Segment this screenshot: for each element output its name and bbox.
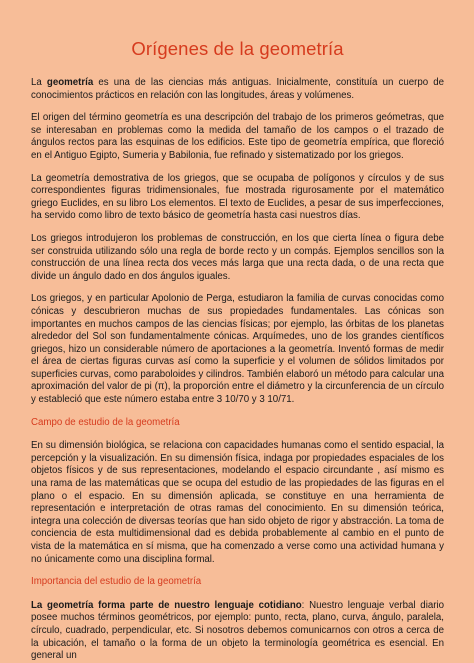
importance-body: : Nuestro lenguaje verbal diario posee muchos términos geométricos, por ejemplo: punto, recta, plano, curva, ángulo, paralela, círculo, cuadrado, perpendicular, etc. Si nosotros debemos comunicarnos con otros a cerca de la ubicación, el tamaño o la forma de un objeto la terminología geométrica es esencial. En general un	[31, 599, 445, 662]
section-heading-field: Campo de estudio de la geometría	[31, 416, 180, 428]
paragraph-intro	[31, 77, 444, 102]
section-heading-importance: Importancia del estudio de la geometría	[31, 576, 202, 588]
intro-pre: La	[31, 77, 47, 88]
paragraph-constructions: Los griegos introdujeron los problemas de construcción, en los que cierta línea o figura debe ser construida utilizando sólo una regla de borde recto y un compás. Ejemplos sencillos son la construcción de una línea recta dos veces más larga que una recta dada, o de una recta que divide un ángulo dado en dos ángulos iguales.	[31, 232, 444, 282]
paragraph-conics: Los griegos, y en particular Apolonio de Perga, estudiaron la familia de curvas conocidas como cónicas y descubrieron muchas de sus propiedades fundamentales. Las cónicas son importantes en muchos campos de las ciencias físicas; por ejemplo, las órbitas de los planetas alrededor del Sol son fundamentalmente cónicas. Arquímedes, uno de los grandes científicos griegos, hizo un considerable número de aportaciones a la geometría. Inventó formas de medir el área de ciertas figuras curvas así como la superficie y el volumen de sólidos limitados por superficies curvas, como paraboloides y cilindros. También elaboró un método para calcular una aproximación del valor de pi (π), la proporción entre el diámetro y la circunferencia de un círculo y estableció que este número estaba entre 3 10/70 y 3 10/71.	[31, 293, 444, 406]
page-title: Orígenes de la geometría	[131, 38, 344, 59]
importance-bold-lead: La geometría forma parte de nuestro lenguaje cotidiano	[31, 599, 302, 611]
paragraph-origin: El origen del término geometría es una descripción del trabajo de los primeros geómetras, que se interesaban en problemas como la medida del tamaño de los campos o el trazado de ángulos rectos para las esquinas de los edificios. Este tipo de geometría empírica, que floreció en el Antiguo Egipto, Sumeria y Babilonia, fue refinado y sistematizado por los griegos.	[31, 112, 444, 161]
intro-post: es una de las ciencias más antiguas. Inicialmente, constituía un cuerpo de conocimientos prácticos en relación con las longitudes, áreas y volúmenes.	[31, 77, 445, 101]
intro-bold-term: geometría	[46, 77, 94, 88]
paragraph-field-of-study: En su dimensión biológica, se relaciona con capacidades humanas como el sentido espacial, la percepción y la visualización. En su dimensión física, indaga por propiedades espaciales de los objetos físicos y de sus representaciones, modelando el espacio circundante , así mismo es una rama de las matemáticas que se ocupa del estudio de las propiedades de las figuras en el plano o el espacio. En su dimensión aplicada, se constituye en una herramienta de representación e interpretación de otras ramas del conocimiento. En su dimensión teórica, integra una colección de diversas teorías que han sido objeto de rigor y abstracción. La toma de conciencia de esta multidimensional dad es debida probablemente al cambio en el punto de vista de la matemática en sí misma, que ha comenzado a verse como una actividad humana y no únicamente como una disciplina formal.	[31, 440, 444, 565]
paragraph-importance	[31, 600, 444, 663]
paragraph-greek-geometry: La geometría demostrativa de los griegos, que se ocupaba de polígonos y círculos y de sus correspondientes figuras tridimensionales, fue mostrada rigurosamente por el matemático griego Euclides, en su libro Los elementos. El texto de Euclides, a pesar de sus imperfecciones, ha servido como libro de texto básico de geometría hasta casi nuestros días.	[31, 172, 444, 222]
